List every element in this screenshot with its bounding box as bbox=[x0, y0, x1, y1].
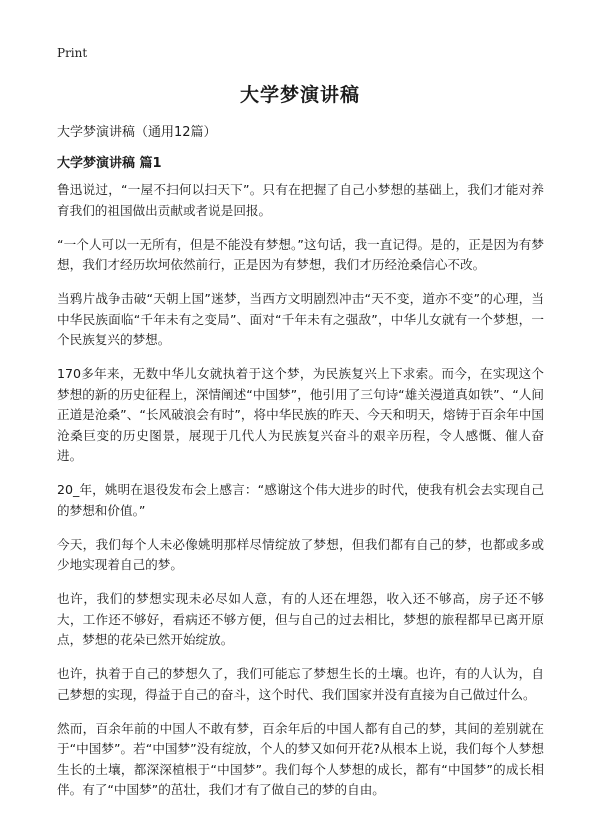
paragraph-9: 然而，百余年前的中国人不敢有梦，百余年后的中国人都有自己的梦，其间的差别就在于“中国梦”。若“中国梦”没有绽放，个人的梦又如何开花?从根本上说，我们每个人梦想生长的土壤，都深深植根于“中国梦”。我们每个人梦想的成长，都有“中国梦”的成长相伴。有了“中国梦”的茁壮，我们才有了做自己的梦的自由。 bbox=[57, 720, 544, 797]
section-heading: 大学梦演讲稿 篇1 bbox=[57, 156, 162, 171]
paragraph-8: 也许，执着于自己的梦想久了，我们可能忘了梦想生长的土壤。也许，有的人认为，自己梦想的实现，得益于自己的奋斗，这个时代、我们国家并没有直接为自己做过什么。 bbox=[57, 666, 544, 702]
paragraph-3: 当鸦片战争击破“天朝上国”迷梦，当西方文明剧烈冲击“天不变，道亦不变”的心理，当中华民族面临“千年未有之变局”、面对“千年未有之强敌”，中华儿女就有一个梦想，一个民族复兴的梦想。 bbox=[57, 291, 544, 347]
document-subtitle: 大学梦演讲稿（通用12篇） bbox=[57, 125, 217, 140]
paragraph-6: 今天，我们每个人未必像姚明那样尽情绽放了梦想，但我们都有自己的梦，也都或多或少地实现着自己的梦。 bbox=[57, 536, 544, 572]
document-body bbox=[57, 180, 544, 814]
paragraph-2: “一个人可以一无所有，但是不能没有梦想。”这句话，我一直记得。是的，正是因为有梦想，我们才经历坎坷依然前行，正是因为有梦想，我们才历经沧桑信心不改。 bbox=[57, 236, 544, 272]
paragraph-5: 20_年，姚明在退役发布会上感言：“感谢这个伟大进步的时代，使我有机会去实现自己的梦想和价值。” bbox=[57, 482, 544, 518]
paragraph-4: 170多年来，无数中华儿女就执着于这个梦，为民族复兴上下求索。而今，在实现这个梦想的新的历史征程上，深情阐述“中国梦”，他引用了三句诗“雄关漫道真如铁”、“人间正道是沧桑”、“长风破浪会有时”，将中华民族的昨天、今天和明天，熔铸于百余年中国沧桑巨变的历史图景，展现于几代人为民族复兴奋斗的艰辛历程，令人感慨、催人奋进。 bbox=[57, 366, 544, 463]
document-title: 大学梦演讲稿 bbox=[239, 84, 360, 106]
paragraph-1: 鲁迅说过，“一屋不扫何以扫天下”。只有在把握了自己小梦想的基础上，我们才能对养育我们的祖国做出贡献或者说是回报。 bbox=[57, 182, 544, 218]
paragraph-7: 也许，我们的梦想实现未必尽如人意，有的人还在埋怨，收入还不够高，房子还不够大，工作还不够好，看病还不够方便，但与自己的过去相比，梦想的旅程都早已离开原点，梦想的花朵已然开始绽放。 bbox=[57, 591, 544, 647]
print-label: Print bbox=[57, 46, 88, 60]
